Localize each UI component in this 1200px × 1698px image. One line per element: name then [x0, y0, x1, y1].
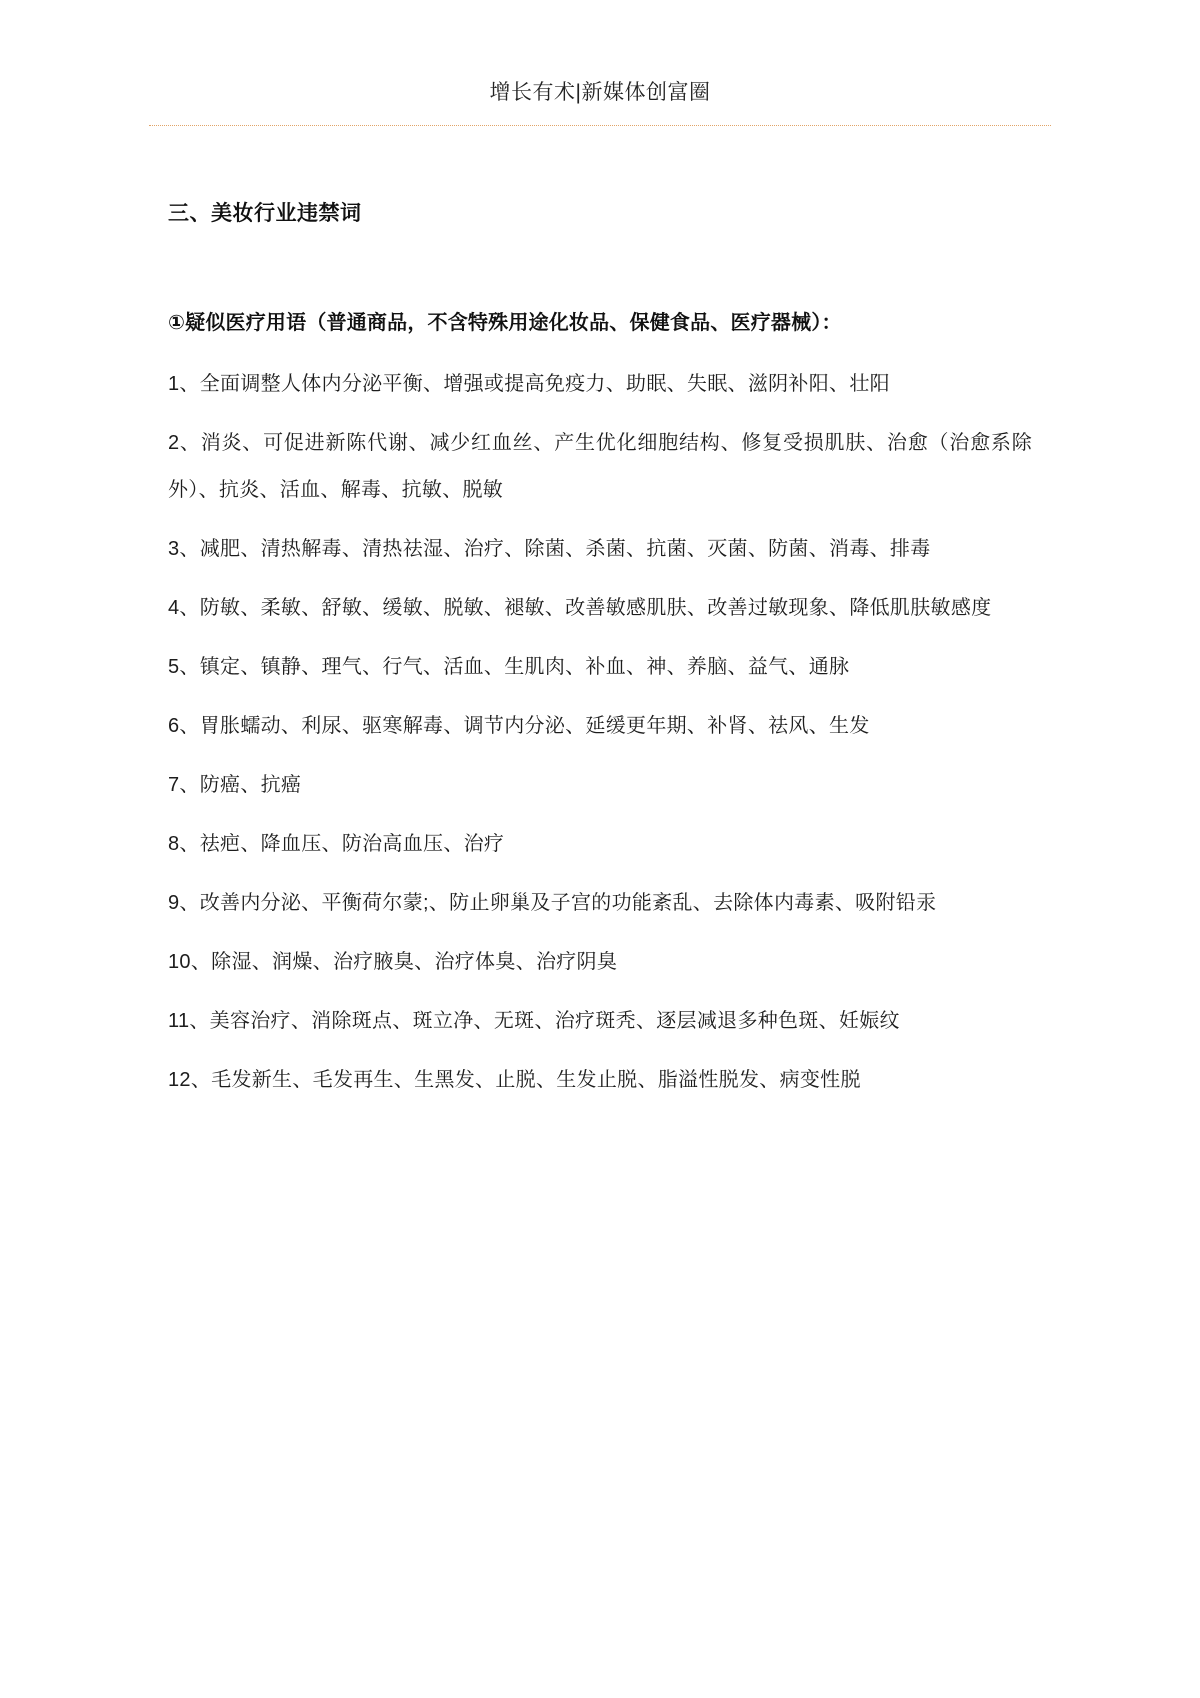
list-item: 5、镇定、镇静、理气、行气、活血、生肌肉、补血、神、养脑、益气、通脉 — [168, 655, 850, 678]
page-header — [0, 0, 1200, 126]
list-item: 9、改善内分泌、平衡荷尔蒙;、防止卵巢及子宫的功能紊乱、去除体内毒素、吸附铅汞 — [168, 891, 937, 914]
header-divider — [149, 125, 1051, 126]
list-item: 12、毛发新生、毛发再生、生黑发、止脱、生发止脱、脂溢性脱发、病变性脱 — [168, 1068, 861, 1091]
document-content — [0, 198, 1200, 1104]
list-item: 7、防癌、抗癌 — [168, 773, 302, 796]
list-item: 11、美容治疗、消除斑点、斑立净、无斑、治疗斑秃、逐层减退多种色斑、妊娠纹 — [168, 1009, 900, 1032]
list-item: 2、消炎、可促进新陈代谢、减少红血丝、产生优化细胞结构、修复受损肌肤、治愈（治愈系除外）、抗炎、活血、解毒、抗敏、脱敏 — [168, 431, 1032, 501]
list-item: 8、祛疤、降血压、防治高血压、治疗 — [168, 832, 505, 855]
section-heading: 三、美妆行业违禁词 — [168, 202, 362, 226]
list-item: 4、防敏、柔敏、舒敏、缓敏、脱敏、褪敏、改善敏感肌肤、改善过敏现象、降低肌肤敏感度 — [168, 596, 992, 619]
page-header-title: 增长有术|新媒体创富圈 — [489, 81, 711, 104]
list-item: 3、减肥、清热解毒、清热祛湿、治疗、除菌、杀菌、抗菌、灭菌、防菌、消毒、排毒 — [168, 537, 931, 560]
list-item: 1、全面调整人体内分泌平衡、增强或提高免疫力、助眠、失眠、滋阴补阳、壮阳 — [168, 372, 890, 395]
banned-words-list — [168, 361, 1032, 1104]
list-item: 10、除湿、润燥、治疗腋臭、治疗体臭、治疗阴臭 — [168, 950, 618, 973]
subsection-heading: ①疑似医疗用语（普通商品，不含特殊用途化妆品、保健食品、医疗器械）： — [168, 311, 842, 334]
list-item: 6、胃胀蠕动、利尿、驱寒解毒、调节内分泌、延缓更年期、补肾、祛风、生发 — [168, 714, 870, 737]
